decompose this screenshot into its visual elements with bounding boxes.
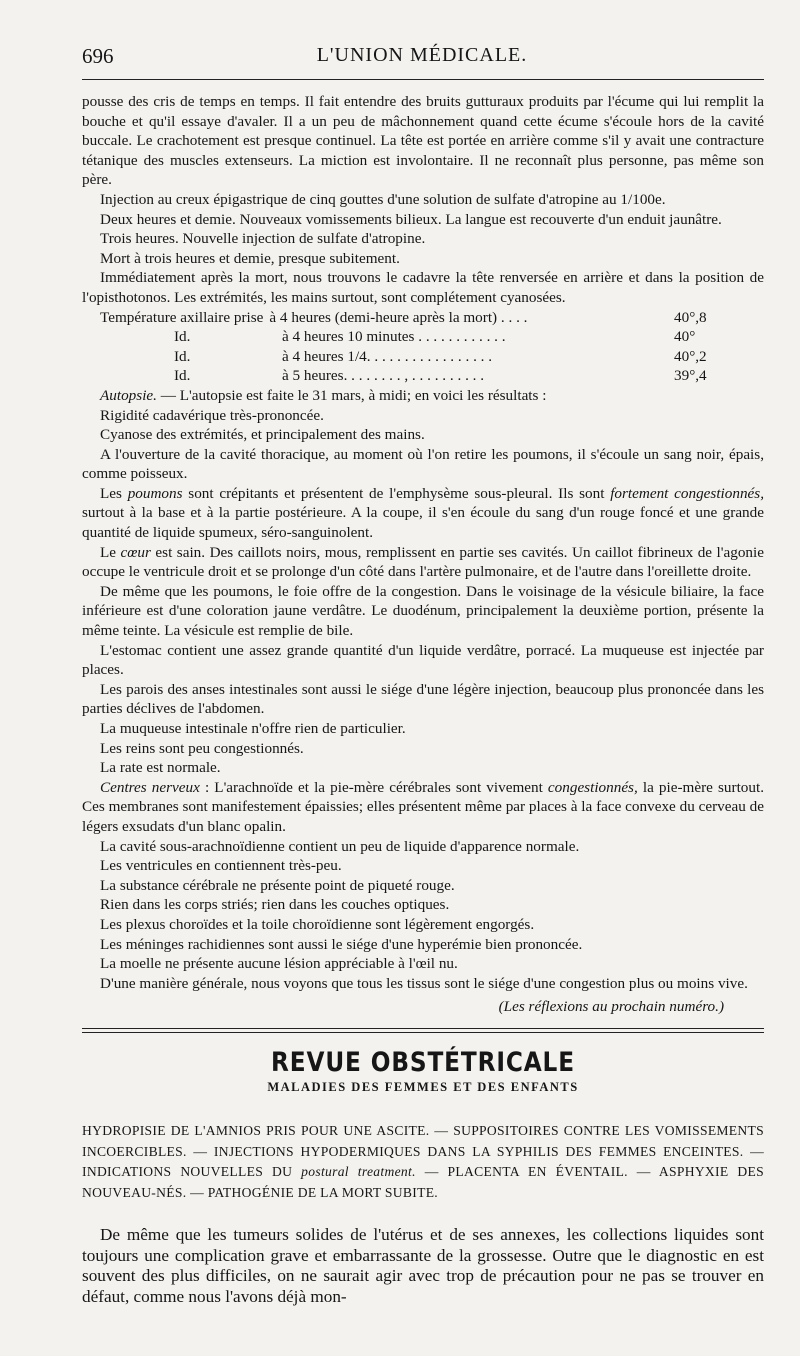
paragraph: Trois heures. Nouvelle injection de sulfate d'atropine. xyxy=(100,230,426,248)
italic-term: Centres nerveux xyxy=(100,778,200,796)
section-title: REVUE OBSTÉTRICALE xyxy=(271,1047,575,1078)
running-title: L'UNION MÉDICALE. xyxy=(316,44,528,66)
autopsy-label: Autopsie. xyxy=(100,386,157,404)
paragraph xyxy=(82,778,764,837)
paragraph: Les plexus choroïdes et la toile choroïdienne sont légèrement engorgés. xyxy=(100,915,535,933)
paragraph: La muqueuse intestinale n'offre rien de particulier. xyxy=(100,720,406,737)
italic-term: cœur xyxy=(120,543,151,561)
autopsy-heading xyxy=(82,386,764,406)
text-run: la pie-mère surtout. Ces membranes sont manifestement épaissies; elles présentent même par places à la face convexe du cerveau de légers exsudats d'un blanc opalin. xyxy=(82,778,764,835)
paragraph: Les parois des anses intestinales sont aussi le siége d'une légère injection, beaucoup plus prononcée dans les parties déclives de l'abdomen. xyxy=(82,680,764,718)
paragraph: A l'ouverture de la cavité thoracique, au moment où l'on retire les poumons, il s'écoule un sang noir, épais, comme poisseux. xyxy=(82,445,764,483)
italic-term: poumons xyxy=(127,484,183,502)
temperature-row xyxy=(82,327,764,347)
section-summary xyxy=(82,1121,764,1203)
temperature-time: à 4 heures (demi-heure après la mort) . . . . xyxy=(269,308,528,326)
text-run: : L'arachnoïde et la pie-mère cérébrales sont vivement xyxy=(199,778,548,796)
paragraph xyxy=(82,543,764,582)
temperature-row xyxy=(82,308,764,328)
text-run: Le xyxy=(100,543,121,561)
paragraph: Les méninges rachidiennes sont aussi le siége d'une hyperémie bien prononcée. xyxy=(100,935,583,953)
paragraph: D'une manière générale, nous voyons que tous les tissus sont le siége d'une congestion plus ou moins vive. xyxy=(100,974,748,992)
text-run: sont crépitants et présentent de l'emphysème sous-pleural. Ils sont xyxy=(182,484,611,502)
temperature-time: à 5 heures. . . . . . . . , . . . . . . . . . . xyxy=(282,367,485,385)
text-run: surtout à la base et à la partie postérieure. A la coupe, il s'en écoule du sang d'un rouge foncé et une grande quantité de liquide spumeux, séro-sanguinolent. xyxy=(82,504,764,542)
temperature-value: 39°,4 xyxy=(674,367,707,385)
section-divider xyxy=(82,1028,764,1033)
temperature-label: Température axillaire prise xyxy=(100,308,264,326)
paragraph: Injection au creux épigastrique de cinq gouttes d'une solution de sulfate d'atropine au 1/100e. xyxy=(100,190,666,208)
paragraph: La substance cérébrale ne présente point de piqueté rouge. xyxy=(100,876,455,894)
temperature-time: à 4 heures 1/4. . . . . . . . . . . . . . . . . xyxy=(282,347,493,365)
temperature-row xyxy=(82,366,764,386)
italic-term: postural treatment. xyxy=(301,1164,416,1179)
paragraph xyxy=(82,484,764,543)
paragraph: Cyanose des extrémités, et principalement des mains. xyxy=(100,426,425,444)
continuation-note: (Les réflexions au prochain numéro.) xyxy=(498,998,724,1016)
temperature-table xyxy=(82,308,764,386)
header-rule xyxy=(82,79,764,80)
paragraph: L'estomac contient une assez grande quantité d'un liquide verdâtre, porracé. La muqueuse est injectée par places. xyxy=(82,641,764,679)
paragraph: La cavité sous-arachnoïdienne contient un peu de liquide d'apparence normale. xyxy=(100,837,580,855)
paragraph: Rien dans les corps striés; rien dans les couches optiques. xyxy=(100,896,450,914)
temperature-label: Id. xyxy=(174,328,191,346)
paragraph: La moelle ne présente aucune lésion appréciable à l'œil nu. xyxy=(100,955,458,973)
article-body xyxy=(82,92,764,1017)
page-number: 696 xyxy=(82,44,114,68)
paragraph: La rate est normale. xyxy=(100,759,221,777)
temperature-value: 40°,8 xyxy=(674,308,707,326)
paragraph: Les ventricules en contiennent très-peu. xyxy=(100,857,342,875)
page-header xyxy=(82,44,762,74)
paragraph: Immédiatement après la mort, nous trouvons le cadavre la tête renversée en arrière et dans la position de l'opisthotonos. Les extrémités, les mains surtout, sont complétement cyanosées. xyxy=(82,269,764,306)
text-run: est sain. Des caillots noirs, mous, remplissent en partie ses cavités. Un caillot fibrineux de l'agonie occupe le ventricule droit et se prolonge d'un côté dans l'artère pulmonaire, et de l'autre dans l'oreillette droite. xyxy=(82,543,764,581)
temperature-label: Id. xyxy=(174,347,191,365)
paragraph: Mort à trois heures et demie, presque subitement. xyxy=(100,249,400,267)
italic-term: congestionnés, xyxy=(547,778,638,796)
temperature-value: 40° xyxy=(674,328,696,346)
paragraph: Les reins sont peu congestionnés. xyxy=(100,739,304,757)
temperature-value: 40°,2 xyxy=(674,347,707,365)
paragraph: Deux heures et demie. Nouveaux vomissements bilieux. La langue est recouverte d'un enduit jaunâtre. xyxy=(100,210,722,228)
section-subtitle: MALADIES DES FEMMES ET DES ENFANTS xyxy=(267,1080,579,1094)
section-lead-paragraph: De même que les tumeurs solides de l'utérus et de ses annexes, les collections liquides sont toujours une complication grave et embarrassante de la grossesse. Outre que le diagnostic en est souvent des plus difficiles, on ne saurait agir avec trop de précaution pour ne pas se trouver en défaut, comme nous l'avons déjà mon- xyxy=(82,1225,764,1306)
paragraph: De même que les poumons, le foie offre de la congestion. Dans le voisinage de la vésicule biliaire, la face inférieure est d'une coloration jaune verdâtre. Le duodénum, principalement la deuxième portion, présente la même teinte. La vésicule est remplie de bile. xyxy=(82,582,764,640)
temperature-time: à 4 heures 10 minutes . . . . . . . . . . . . xyxy=(282,328,506,346)
temperature-label: Id. xyxy=(174,367,191,385)
obstetric-review-section xyxy=(82,1028,764,1307)
text-run: HYDROPISIE DE L'AMNIOS PRIS POUR UNE ASCITE. — SUPPOSITOIRES CONTRE LES VOMISSEMENTS INCOERCIBLES. — INJECTIONS HYPODERMIQUES DANS LA SYPHILIS DES FEMMES ENCEINTES. — INDICATIONS NOUVELLES DU xyxy=(82,1123,764,1179)
italic-term: fortement congestionnés, xyxy=(610,484,764,502)
text-run: Les xyxy=(100,484,128,502)
paragraph: pousse des cris de temps en temps. Il fait entendre des bruits gutturaux produits par l'écume qui lui remplit la bouche et qu'il essaye d'avaler. Il a un peu de mâchonnement quand cette écume s'écoule hors de la cavité buccale. Le crachotement est presque continuel. La tête est portée en arrière comme s'il y avait une contracture tétanique des muscles extenseurs. La miction est involontaire. Il ne reconnaît plus personne, pas même son père. xyxy=(82,93,764,189)
temperature-row xyxy=(82,347,764,367)
text-run: — PLACENTA EN ÉVENTAIL. — ASPHYXIE DES NOUVEAU-NÉS. — PATHOGÉNIE DE LA MORT SUBITE. xyxy=(82,1164,764,1200)
autopsy-intro: — L'autopsie est faite le 31 mars, à midi; en voici les résultats : xyxy=(156,386,547,404)
paragraph: Rigidité cadavérique très-prononcée. xyxy=(100,406,324,424)
